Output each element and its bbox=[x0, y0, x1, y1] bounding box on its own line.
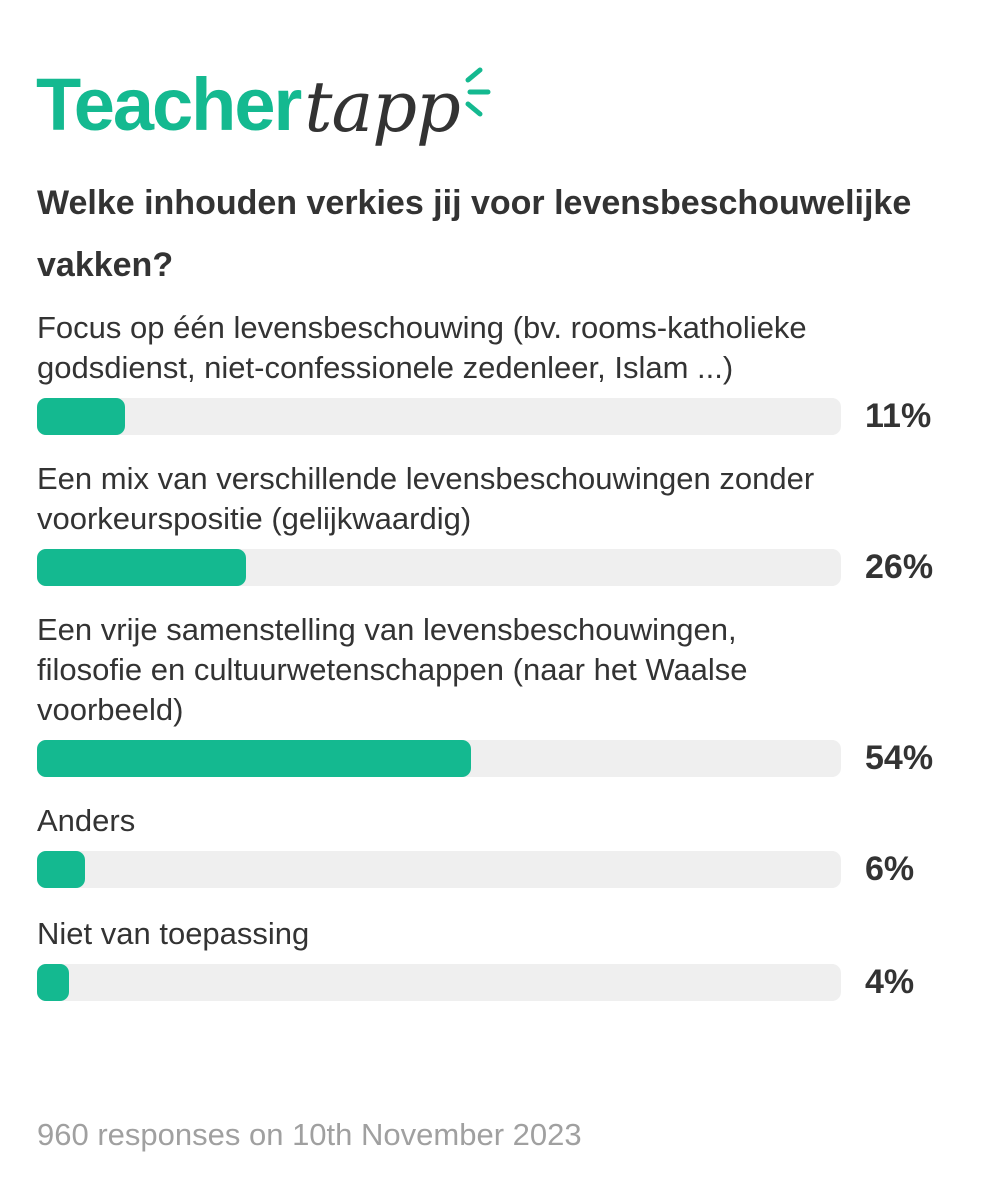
teachertapp-logo bbox=[36, 52, 496, 148]
question-title: Welke inhouden verkies jij voor levensbeschouwelijke vakken? bbox=[37, 184, 912, 284]
answer-label: Een mix van verschillende levensbeschouwingen zonder voorkeurspositie (gelijkwaardig) bbox=[37, 461, 815, 536]
percentage-label: 6% bbox=[865, 850, 915, 888]
bar-row bbox=[37, 851, 957, 888]
answer-label: Focus op één levensbeschouwing (bv. rooms-katholieke godsdienst, niet-confessionele zedenleer, Islam ...) bbox=[37, 310, 807, 385]
logo-word-tapp: tapp bbox=[304, 66, 460, 148]
bar-row bbox=[37, 549, 957, 586]
bar-row bbox=[37, 964, 957, 1001]
logo-word-teacher: Teacher bbox=[36, 63, 301, 146]
bar-track bbox=[37, 740, 841, 777]
answer-option bbox=[37, 610, 957, 777]
answer-label: Een vrije samenstelling van levensbeschouwingen, filosofie en cultuurwetenschappen (naar het Waalse voorbeeld) bbox=[37, 612, 748, 727]
bar-track bbox=[37, 549, 841, 586]
results-chart bbox=[37, 308, 957, 1001]
bar-row bbox=[37, 740, 957, 777]
bar-track bbox=[37, 398, 841, 435]
answer-label: Niet van toepassing bbox=[37, 916, 310, 951]
bar-fill bbox=[37, 964, 69, 1001]
bar-fill bbox=[37, 740, 471, 777]
answer-option bbox=[37, 459, 957, 586]
response-count-footer: 960 responses on 10th November 2023 bbox=[37, 1117, 582, 1152]
bar-row bbox=[37, 398, 957, 435]
percentage-label: 4% bbox=[865, 963, 915, 1001]
answer-option bbox=[37, 308, 957, 435]
answer-option bbox=[37, 914, 957, 1001]
percentage-label: 11% bbox=[865, 397, 932, 435]
bar-track bbox=[37, 851, 841, 888]
percentage-label: 26% bbox=[865, 548, 934, 586]
answer-label: Anders bbox=[37, 803, 136, 838]
percentage-label: 54% bbox=[865, 739, 934, 777]
bar-fill bbox=[37, 851, 85, 888]
answer-option bbox=[37, 801, 957, 888]
bar-fill bbox=[37, 549, 246, 586]
sparkle-rays-icon bbox=[462, 62, 496, 122]
bar-fill bbox=[37, 398, 125, 435]
bar-track bbox=[37, 964, 841, 1001]
